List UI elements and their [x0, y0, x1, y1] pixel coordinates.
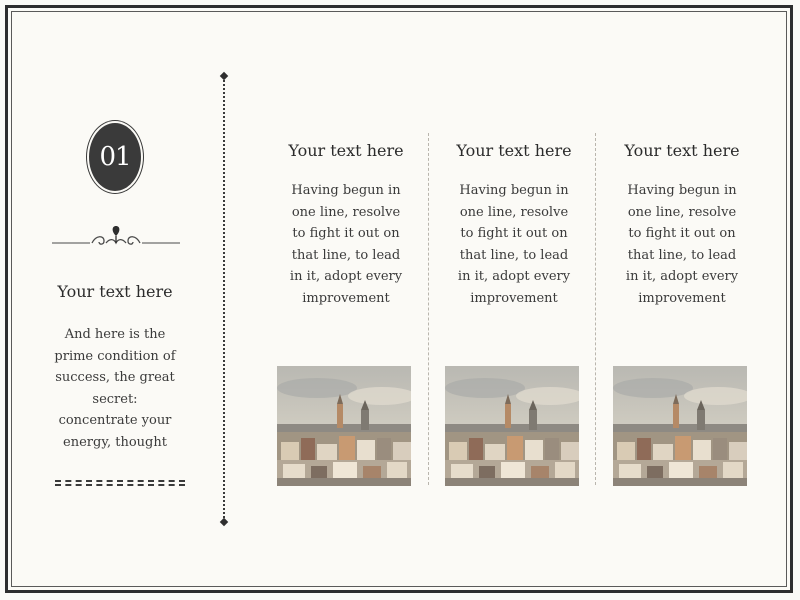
left-panel-body — [42, 324, 188, 453]
column-divider — [428, 133, 429, 485]
city-photo-2 — [445, 366, 579, 486]
badge-number: 01 — [99, 142, 131, 172]
double-dashed-rule — [55, 480, 185, 486]
column-divider — [595, 133, 596, 485]
column-body-line: Having begun in — [291, 183, 401, 198]
column-body-line: Having begun in — [627, 183, 737, 198]
left-body-line: secret: — [92, 391, 138, 407]
column-body-line: to fight it out on — [628, 226, 736, 241]
left-body-line: prime condition of — [54, 348, 176, 364]
column-body-line: improvement — [638, 290, 726, 306]
column-body-line: that line, to lead — [459, 247, 569, 263]
column-body — [444, 180, 584, 309]
column-title: Your text here — [624, 141, 740, 160]
vertical-dotted-separator — [223, 77, 225, 521]
column-body-line: one line, resolve — [459, 204, 569, 220]
city-photo-1 — [277, 366, 411, 486]
left-body-line: success, the great — [55, 370, 175, 385]
text-column-1 — [276, 138, 416, 309]
column-body-line: in it, adopt every — [289, 269, 403, 284]
left-body-line: concentrate your — [58, 413, 172, 428]
column-body-line: in it, adopt every — [457, 269, 571, 284]
column-body-line: that line, to lead — [291, 247, 401, 263]
column-body-line: improvement — [470, 290, 558, 306]
column-body — [612, 180, 752, 309]
column-title: Your text here — [456, 141, 572, 160]
text-column-2 — [444, 138, 584, 309]
column-body-line: that line, to lead — [627, 247, 737, 263]
column-title: Your text here — [288, 141, 404, 160]
number-badge — [89, 123, 141, 191]
column-body-line: improvement — [302, 290, 390, 306]
column-body-line: one line, resolve — [291, 204, 401, 220]
left-body-line: energy, thought — [63, 434, 167, 450]
city-photo-3 — [613, 366, 747, 486]
left-panel-title: Your text here — [57, 282, 173, 301]
column-body-line: Having begun in — [459, 183, 569, 198]
left-body-line: And here is the — [64, 327, 166, 342]
column-body — [276, 180, 416, 309]
column-body-line: to fight it out on — [292, 226, 400, 241]
column-body-line: one line, resolve — [627, 204, 737, 220]
flourish-ornament-icon — [52, 222, 180, 248]
text-column-3 — [612, 138, 752, 309]
column-body-line: to fight it out on — [460, 226, 568, 241]
column-body-line: in it, adopt every — [625, 269, 739, 284]
